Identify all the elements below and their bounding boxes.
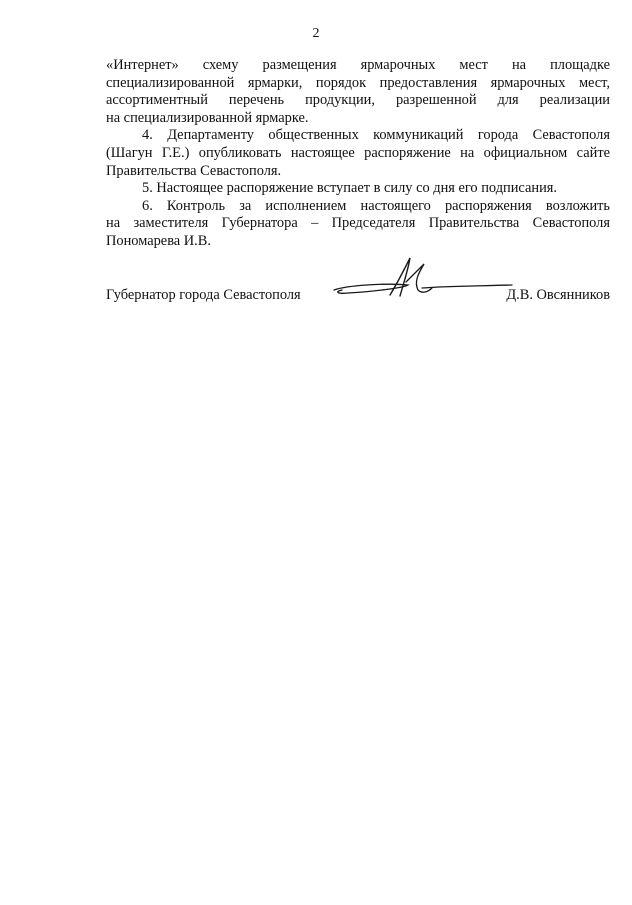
signatory-name: Д.В. Овсянников bbox=[506, 287, 610, 303]
text-line: 5. Настоящее распоряжение вступает в силу со дня его подписания. bbox=[142, 180, 557, 197]
text-line: 4. Департаменту общественных коммуникаций города Севастополя bbox=[142, 127, 610, 144]
paragraph-item-6 bbox=[106, 198, 610, 251]
signature-block bbox=[106, 286, 610, 306]
paragraph-item-4 bbox=[106, 127, 610, 180]
text-line: Пономарева И.В. bbox=[106, 232, 211, 249]
signatory-title: Губернатор города Севастополя bbox=[106, 287, 301, 303]
text-line: ассортиментный перечень продукции, разрешенной для реализации bbox=[106, 92, 610, 109]
paragraph-continuation bbox=[106, 57, 610, 127]
text-line: Правительства Севастополя. bbox=[106, 162, 282, 179]
paragraph-item-5 bbox=[106, 180, 610, 198]
text-line: «Интернет» схему размещения ярмарочных мест на площадке bbox=[106, 57, 610, 73]
text-line: (Шагун Г.Е.) опубликовать настоящее распоряжение на официальном сайте bbox=[106, 144, 610, 161]
page-number: 2 bbox=[312, 26, 320, 41]
document-body bbox=[106, 57, 610, 251]
text-line: специализированной ярмарки, порядок предоставления ярмарочных мест, bbox=[106, 74, 610, 91]
text-line: на специализированной ярмарке. bbox=[106, 109, 309, 126]
text-line: 6. Контроль за исполнением настоящего распоряжения возложить bbox=[142, 197, 610, 214]
text-line: на заместителя Губернатора – Председателя Правительства Севастополя bbox=[106, 215, 610, 232]
